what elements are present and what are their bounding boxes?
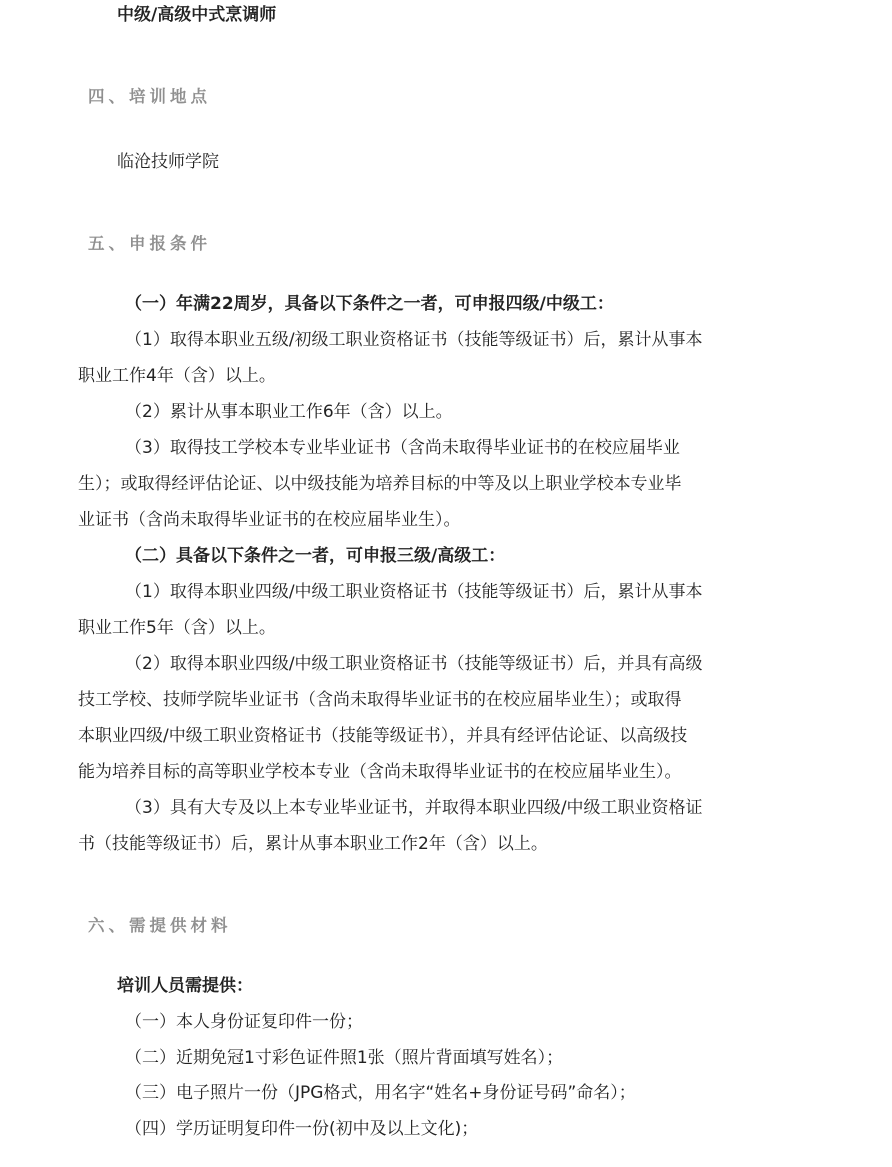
condition-1-2: （2）累计从事本职业工作6年（含）以上。 [125, 402, 453, 422]
section-heading-conditions: 五、申报条件 [88, 234, 211, 253]
material-item-4: （四）学历证明复印件一份(初中及以上文化)； [125, 1119, 479, 1139]
condition-2-1-line2: 职业工作5年（含）以上。 [78, 618, 276, 638]
training-location: 临沧技师学院 [117, 152, 219, 172]
section-heading-location: 四、培训地点 [88, 87, 211, 106]
condition-1-3-line3: 业证书（含尚未取得毕业证书的在校应届毕业生）。 [78, 510, 461, 530]
top-title: 中级/高级中式烹调师 [117, 5, 277, 25]
section-heading-materials: 六、需提供材料 [88, 916, 232, 935]
condition-2-3-line2: 书（技能等级证书）后，累计从事本职业工作2年（含）以上。 [78, 834, 548, 854]
material-item-3: （三）电子照片一份（JPG格式，用名字“姓名+身份证号码”命名）； [125, 1083, 636, 1103]
condition-1-3-line2: 生）；或取得经评估论证、以中级技能为培养目标的中等及以上职业学校本专业毕 [78, 474, 682, 494]
condition-1-1-line2: 职业工作4年（含）以上。 [78, 366, 276, 386]
condition-2-2-line2: 技工学校、技师学院毕业证书（含尚未取得毕业证书的在校应届毕业生）；或取得 [78, 690, 682, 710]
condition-1-3-line1: （3）取得技工学校本专业毕业证书（含尚未取得毕业证书的在校应届毕业 [125, 438, 680, 458]
condition-part1-title: （一）年满22周岁，具备以下条件之一者，可申报四级/中级工： [125, 294, 614, 314]
materials-subtitle: 培训人员需提供： [117, 976, 253, 996]
material-item-1: （一）本人身份证复印件一份； [125, 1012, 363, 1032]
condition-2-3-line1: （3）具有大专及以上本专业毕业证书，并取得本职业四级/中级工职业资格证 [125, 798, 703, 818]
condition-part2-title: （二）具备以下条件之一者，可申报三级/高级工： [125, 546, 506, 566]
material-item-2: （二）近期免冠1寸彩色证件照1张（照片背面填写姓名）； [125, 1048, 564, 1068]
condition-1-1-line1: （1）取得本职业五级/初级工职业资格证书（技能等级证书）后，累计从事本 [125, 330, 703, 350]
condition-2-2-line1: （2）取得本职业四级/中级工职业资格证书（技能等级证书）后，并具有高级 [125, 654, 703, 674]
condition-2-2-line3: 本职业四级/中级工职业资格证书（技能等级证书），并具有经评估论证、以高级技 [78, 726, 688, 746]
condition-2-1-line1: （1）取得本职业四级/中级工职业资格证书（技能等级证书）后，累计从事本 [125, 582, 703, 602]
condition-2-2-line4: 能为培养目标的高等职业学校本专业（含尚未取得毕业证书的在校应届毕业生）。 [78, 762, 682, 782]
